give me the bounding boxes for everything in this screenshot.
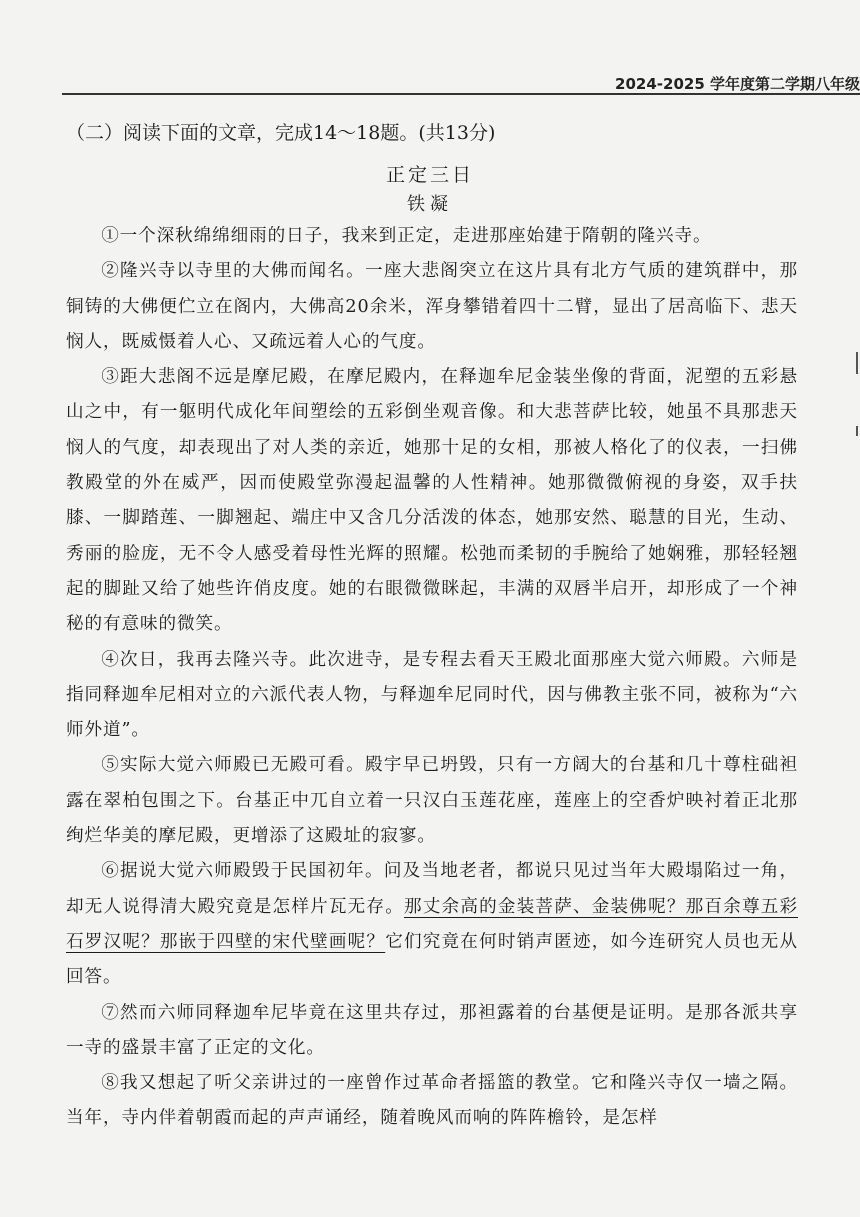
paragraph-6-before: ⑥据说大觉六师殿毁于民国初年。问及当地老者，都说只见过当年大殿塌陷过一角，却无人说得清大殿究竟是怎样片瓦无存。 [66, 861, 798, 917]
header-rule [62, 93, 860, 95]
underlined-questions: 那丈余高的金装菩萨、金装佛呢？那百余尊五彩石罗汉呢？那嵌于四壁的宋代壁画呢？ [66, 896, 799, 952]
article-title: 正定三日 [385, 164, 474, 186]
paragraph-1: ①一个深秋绵绵细雨的日子，我来到正定，走进那座始建于隋朝的隆兴寺。 [101, 226, 712, 246]
article-author: 铁凝 [407, 194, 453, 215]
paragraph-3: ③距大悲阁不远是摩尼殿，在摩尼殿内，在释迦牟尼金装坐像的背面，泥塑的五彩悬山之中，有一躯明代成化年间塑绘的五彩倒坐观音像。和大悲菩萨比较，她虽不具那悲天悯人的气度，却表现出了对人类的亲近，她那十足的女相，那被人格化了的仪表，一扫佛教殿堂的外在威严，因而使殿堂弥漫起温馨的人性精神。她那微微俯视的身姿，双手扶膝、一脚踏莲、一脚翘起、端庄中又含几分活泼的体态，她那安然、聪慧的目光，生动、秀丽的脸庞，无不令人感受着母性光辉的照耀。松弛而柔韧的手腕给了她娴雅，那轻轻翘起的脚趾又给了她些许俏皮度。她的右眼微微眯起，丰满的双唇半启开，却形成了一个神秘的有意味的微笑。 [66, 367, 798, 635]
header-term-text: 2024-2025 学年度第二学期八年级 [615, 75, 860, 93]
article-body [66, 219, 798, 1137]
paragraph-2: ②隆兴寺以寺里的大佛而闻名。一座大悲阁突立在这片具有北方气质的建筑群中，那铜铸的大佛便伫立在阁内，大佛高20余米，浑身攀错着四十二臂，显出了居高临下、悲天悯人，既威慑着人心、又疏远着人心的气度。 [66, 261, 798, 352]
paragraph-6 [66, 854, 798, 995]
paragraph-6-after: 它们究竟在何时销声匿迹，如今连研究人员也无从回答。 [66, 931, 798, 988]
paragraph-4: ④次日，我再去隆兴寺。此次进寺，是专程去看天王殿北面那座大觉六师殿。六师是指同释迦牟尼相对立的六派代表人物，与释迦牟尼同时代，因与佛教主张不同，被称为“六师外道”。 [66, 649, 798, 741]
paragraph-5: ⑤实际大觉六师殿已无殿可看。殿宇早已坍毁，只有一方阔大的台基和几十尊柱础袒露在翠柏包围之下。台基正中兀自立着一只汉白玉莲花座，莲座上的空香炉映衬着正北那绚烂华美的摩尼殿，更增添了这殿址的寂寥。 [66, 755, 798, 847]
section-heading: （二）阅读下面的文章，完成14～18题。(共13分) [66, 122, 496, 144]
scan-edge-mark [856, 426, 858, 436]
scan-edge-mark [856, 352, 858, 374]
paragraph-8: ⑧我又想起了听父亲讲过的一座曾作过革命者摇篮的教堂。它和隆兴寺仅一墙之隔。当年，寺内伴着朝霞而起的声声诵经，随着晚风而响的阵阵檐铃，是怎样 [66, 1073, 798, 1129]
paragraph-7: ⑦然而六师同释迦牟尼毕竟在这里共存过，那袒露着的台基便是证明。是那各派共享一寺的盛景丰富了正定的文化。 [66, 1002, 798, 1058]
